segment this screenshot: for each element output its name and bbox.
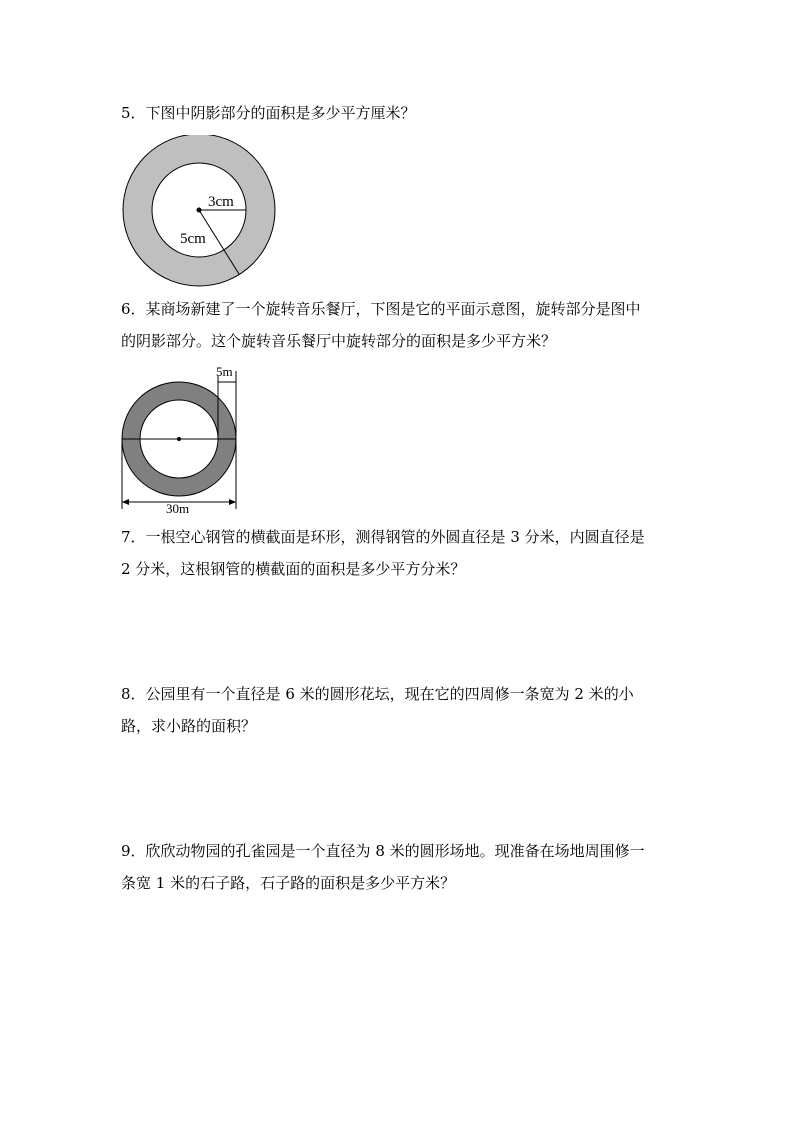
question-text-line: 下图中阴影部分的面积是多少平方厘米？ — [145, 104, 416, 122]
question-5 — [121, 97, 681, 129]
question-text-line: 一根空心钢管的横截面是环形，测得钢管的外圆直径是 3 分米，内圆直径是 — [145, 528, 645, 546]
question-text-line: 路，求小路的面积？ — [121, 717, 257, 735]
question-number: 5． — [121, 104, 146, 122]
question-text-line: 欣欣动物园的孔雀园是一个直径为 8 米的圆形场地。现准备在场地周围修一 — [145, 842, 645, 860]
outer-radius-label: 5cm — [180, 231, 206, 247]
diameter-label: 30m — [166, 501, 190, 516]
width-label: 5m — [216, 364, 233, 379]
question-text-line: 的阴影部分。这个旋转音乐餐厅中旋转部分的面积是多少平方米？ — [121, 332, 557, 350]
question-9 — [121, 835, 681, 899]
question-text-line: 2 分米，这根钢管的横截面的面积是多少平方分米？ — [121, 560, 466, 578]
inner-radius-label: 3cm — [208, 194, 234, 210]
question-number: 7． — [121, 528, 146, 546]
ring-figure-q6 — [110, 362, 260, 517]
question-text-line: 条宽 1 米的石子路，石子路的面积是多少平方米？ — [121, 874, 456, 892]
annulus-figure-q5 — [118, 135, 282, 287]
center-dot — [177, 437, 181, 441]
arrow-right — [229, 499, 236, 505]
question-6 — [121, 293, 681, 357]
question-number: 9． — [121, 842, 146, 860]
question-7 — [121, 521, 681, 585]
question-8 — [121, 678, 681, 742]
question-number: 6． — [121, 300, 146, 318]
center-dot — [197, 208, 202, 213]
question-text-line: 公园里有一个直径是 6 米的圆形花坛，现在它的四周修一条宽为 2 米的小 — [145, 685, 634, 703]
question-number: 8． — [121, 685, 146, 703]
question-text-line: 某商场新建了一个旋转音乐餐厅，下图是它的平面示意图，旋转部分是图中 — [145, 300, 641, 318]
arrow-left — [122, 499, 129, 505]
